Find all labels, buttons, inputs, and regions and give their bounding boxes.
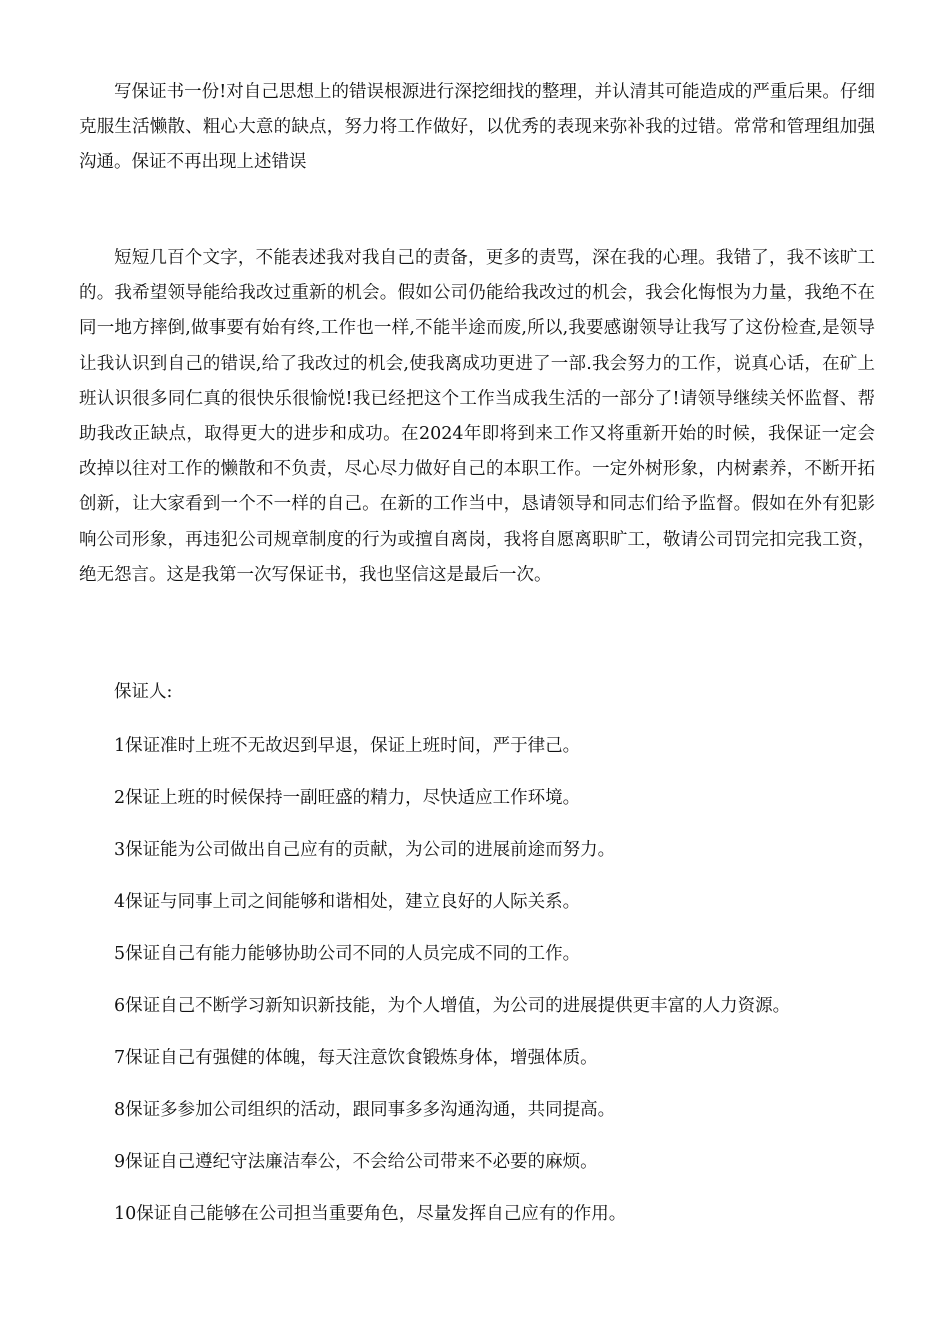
pledge-item-9: 9保证自己遵纪守法廉洁奉公，不会给公司带来不必要的麻烦。 [114,1152,598,1172]
pledge-item-8: 8保证多参加公司组织的活动，跟同事多多沟通沟通，共同提高。 [114,1100,616,1120]
pledge-item-3: 3保证能为公司做出自己应有的贡献，为公司的进展前途而努力。 [114,840,616,860]
paragraph-apology: 短短几百个文字，不能表述我对我自己的责备，更多的责骂，深在我的心理。我错了，我不该旷工的。我希望领导能给我改过重新的机会。假如公司仍能给我改过的机会，我会化悔恨为力量，我绝不在同一地方摔倒,做事要有始有终,工作也一样,不能半途而废,所以,我要感谢领导让我写了这份检查,是领导让我认识到自己的错误,给了我改过的机会,使我离成功更进了一部.我会努力的工作，说真心话，在矿上班认识很多同仁真的很快乐很愉悦!我已经把这个工作当成我生活的一部分了!请领导继续关怀监督、帮助我改正缺点，取得更大的进步和成功。在2024年即将到来工作又将重新开始的时候，我保证一定会改掉以往对工作的懒散和不负责，尽心尽力做好自己的本职工作。一定外树形象，内树素养，不断开拓创新，让大家看到一个不一样的自己。在新的工作当中，恳请领导和同志们给予监督。假如在外有犯影响公司形象，再违犯公司规章制度的行为或擅自离岗，我将自愿离职旷工，敬请公司罚完扣完我工资，绝无怨言。这是我第一次写保证书，我也坚信这是最后一次。 [79,248,875,585]
pledge-item-7: 7保证自己有强健的体魄，每天注意饮食锻炼身体，增强体质。 [114,1048,598,1068]
pledge-item-2: 2保证上班的时候保持一副旺盛的精力，尽快适应工作环境。 [114,788,581,808]
pledge-item-10: 10保证自己能够在公司担当重要角色，尽量发挥自己应有的作用。 [114,1204,627,1224]
pledge-list [114,729,790,1249]
pledge-item-6: 6保证自己不断学习新知识新技能，为个人增值，为公司的进展提供更丰富的人力资源。 [114,996,791,1016]
paragraph-commitment: 写保证书一份!对自己思想上的错误根源进行深挖细找的整理，并认清其可能造成的严重后果。仔细克服生活懒散、粗心大意的缺点，努力将工作做好，以优秀的表现来弥补我的过错。常常和管理组加强沟通。保证不再出现上述错误 [79,82,875,173]
signer-label: 保证人: [114,682,173,702]
pledge-item-4: 4保证与同事上司之间能够和谐相处，建立良好的人际关系。 [114,892,581,912]
pledge-item-1: 1保证准时上班不无故迟到早退，保证上班时间，严于律己。 [114,736,581,756]
pledge-item-5: 5保证自己有能力能够协助公司不同的人员完成不同的工作。 [114,944,581,964]
